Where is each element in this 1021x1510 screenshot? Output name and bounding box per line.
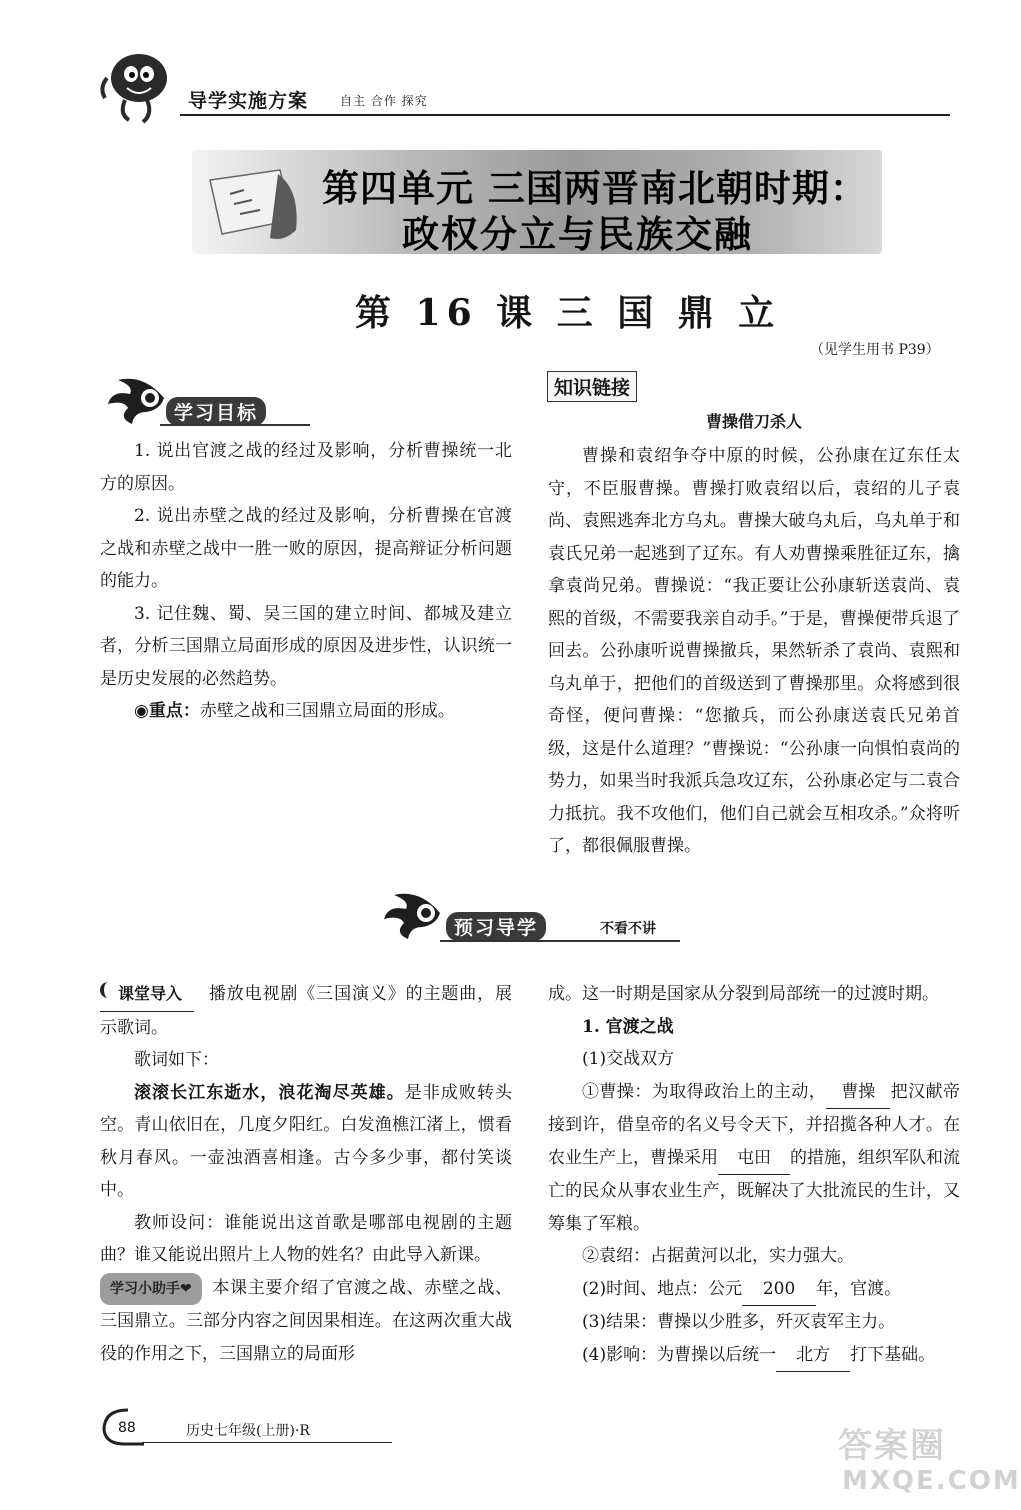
fill-blank-year: 200 [742,1273,816,1307]
goal-key-point [100,695,512,728]
goal-item-3: 3. 记住魏、蜀、吴三国的建立时间、都城及建立者，分析三国鼎立局面形成的原因及进步性，认识统一是历史发展的必然趋势。 [100,603,512,689]
goal-item-2: 2. 说出赤壁之战的经过及影响，分析曹操在官渡之战和赤壁之战中一胜一败的原因，提高辩证分析问题的能力。 [100,506,512,591]
time-post: 年，官渡。 [816,1278,902,1299]
book-title: 历史七年级(上册)·R [186,1423,310,1439]
section-sublabel-preview: 不看不讲 [600,921,656,937]
goal-item-1: 1. 说出官渡之战的经过及影响，分析曹操统一北方的原因。 [100,441,512,494]
fill-blank-tuntian: 屯田 [718,1142,790,1176]
cao-pre: ①曹操：为取得政治上的主动， [582,1081,827,1102]
lyrics [100,1077,512,1207]
goals-list [100,435,512,728]
lyrics-heading: 歌词如下： [134,1050,219,1070]
effect-line [548,1339,960,1373]
key-point-text: 赤壁之战和三国鼎立局面的形成。 [199,701,455,721]
header-rule [180,114,950,116]
cao-mid: 把汉献帝接到许，借皇帝的名义号令天下，并招揽各种人才。在农业生产上，曹操采用 [548,1081,961,1168]
lyrics-bold: 滚滚长江东逝水，浪花淘尽英雄。 [134,1082,405,1103]
result-line: (3)结果：曹操以少胜多，歼灭袁军主力。 [582,1312,896,1332]
section-underline-goals [160,424,310,426]
fill-blank-north: 北方 [776,1339,850,1373]
mascot-logo [95,48,173,126]
helper-paragraph [100,1272,512,1371]
lyrics-rest: 是非成败转头空。青山依旧在，几度夕阳红。白发渔樵江渚上，惯看秋月春风。一壶浊酒喜相逢。古今多少事，都付笑谈中。 [100,1082,512,1200]
fill-blank-cao: 曹操 [826,1076,890,1110]
yuan-shao-line: ②袁绍：占据黄河以北，实力强大。 [582,1246,854,1266]
guandu-block [548,978,960,1372]
helper-continued: 成。这一时期是国家从分裂到局部统一的过渡时期。 [548,984,939,1004]
cao-cao-paragraph [548,1076,960,1241]
unit-title-line2: 政权分立与民族交融 [402,213,753,256]
time-place-line [548,1273,960,1307]
intro-text: 播放电视剧《三国演义》的主题曲，展示歌词。 [100,984,512,1038]
intro-paragraph [100,978,512,1044]
flame-ornament-icon [104,370,172,426]
section-label-preview: 预习导学 [446,912,546,941]
intro-label: 课堂导入 [100,978,194,1012]
section-underline-preview [440,940,680,942]
section-label-goals: 学习目标 [166,397,266,426]
intro-block [100,978,512,1370]
cao-post: 的措施，组织军队和流亡的民众从事农业生产，既解决了大批流民的生计，又筹集了军粮。 [548,1147,960,1234]
knowledge-story [548,404,960,863]
banner-scroll-illustration [200,160,312,246]
unit-title-line1: 第四单元 三国两晋南北朝时期： [322,167,868,210]
footer-rule [142,1442,392,1443]
watermark-text: 答案圈 [838,1426,946,1466]
helper-text: 本课主要介绍了官渡之战、赤壁之战、三国鼎立。三部分内容之间因果相连。在这两次重大战役的作用之下，三国鼎立的局面形 [100,1277,512,1364]
knowledge-link-label: 知识链接 [547,371,637,402]
effect-pre: (4)影响：为曹操以后统一 [582,1344,777,1365]
helper-label: 学习小助手❤ [100,1273,202,1306]
watermark-url: MXQE.COM [842,1466,1021,1496]
effect-post: 打下基础。 [850,1344,936,1365]
teacher-question: 教师设问：谁能说出这首歌是哪部电视剧的主题曲？谁又能说出照片上人物的姓名？由此导入新课。 [100,1212,512,1265]
combatants-heading: (1)交战双方 [582,1049,675,1069]
guandu-heading: 1. 官渡之战 [582,1016,674,1037]
page-number: 88 [118,1420,136,1436]
header-title: 导学实施方案 [188,90,309,112]
flame-ornament-icon [380,885,448,941]
lesson-reference: （见学生用书 P39） [810,342,940,358]
lesson-title: 第 16 课 三 国 鼎 立 [355,292,781,334]
time-pre: (2)时间、地点：公元 [582,1278,743,1299]
key-point-label: ◉重点： [134,701,200,721]
story-text: 曹操和袁绍争夺中原的时候，公孙康在辽东任太守，不臣服曹操。曹操打败袁绍以后，袁绍的儿子袁尚、袁熙逃奔北方乌丸。曹操大破乌丸后，乌丸单于和袁氏兄弟一起逃到了辽东。有人劝曹操乘胜征辽东，擒拿袁尚兄弟。曹操说：“我正要让公孙康斩送袁尚、袁熙的首级，不需要我亲自动手。”于是，曹操便带兵退了回去。公孙康听说曹操撤兵，果然斩杀了袁尚、袁熙和乌丸单于，把他们的首级送到了曹操那里。众将感到很奇怪，便问曹操：“您撤兵，而公孙康送袁氏兄弟首级，这是什么道理？”曹操说：“公孙康一向惧怕袁尚的势力，如果当时我派兵急攻辽东，公孙康必定与二袁合力抵抗。我不攻他们，他们自己就会互相攻杀。”众将听了，都很佩服曹操。 [548,446,960,856]
story-title: 曹操借刀杀人 [705,412,802,431]
header-subtitle: 自主 合作 探究 [340,94,428,108]
